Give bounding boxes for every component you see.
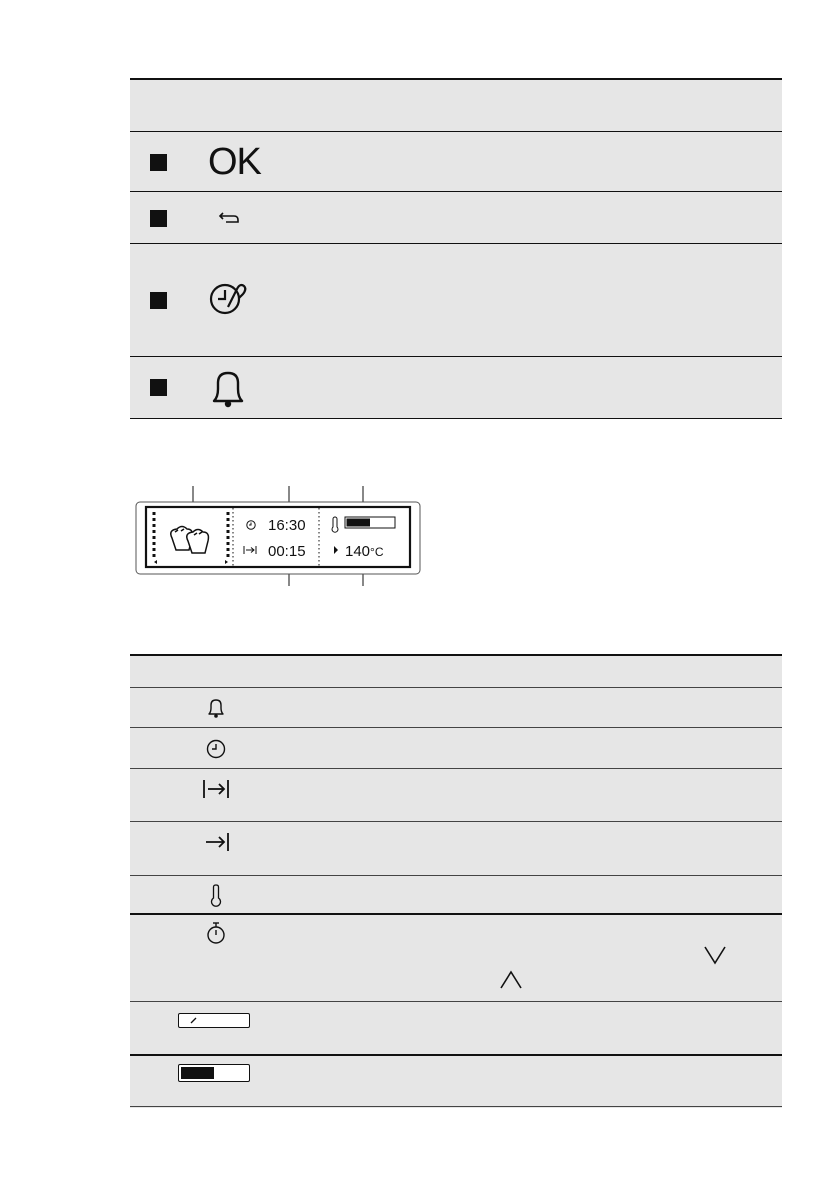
table-row [130,1001,782,1055]
oven-display [135,486,421,586]
empty-bar-icon [178,1013,250,1028]
table-row [130,875,782,914]
ok-button-label: OK [208,141,261,183]
clock-icon [204,737,228,761]
chevron-up-icon [498,967,524,993]
svg-text:140°C [345,543,384,560]
display-temperature-unit: °C [370,545,384,559]
back-arrow-icon [214,208,244,228]
clock-thermometer-icon [206,277,252,321]
heat-level-fill [347,519,371,527]
stopwatch-icon [204,920,228,946]
slash-mark [189,1015,199,1025]
bullet-square [150,154,167,171]
bullet-square [150,379,167,396]
chevron-down-icon [702,942,728,968]
bell-icon [206,367,250,411]
table-header-row [130,78,782,133]
table-bottom-border [130,418,782,419]
table-bottom-border [130,1106,782,1107]
bullet-square [150,210,167,227]
bar-fill [181,1067,214,1079]
display-time: 16:30 [268,517,306,534]
buttons-table [130,78,782,418]
table-row [130,913,782,1003]
table-row [130,356,782,419]
table-header-row [130,654,782,689]
table-row [130,768,782,822]
table-row [130,191,782,244]
display-duration: 00:15 [268,543,306,560]
end-icon [200,828,232,856]
bullet-square [150,292,167,309]
table-row [130,821,782,876]
bell-icon [204,696,228,720]
table-row [130,687,782,728]
table-row [130,727,782,769]
thermometer-icon [208,884,224,908]
table-row [130,243,782,357]
table-row [130,1054,782,1108]
duration-icon [200,775,232,803]
heatup-bar-icon [178,1064,250,1082]
table-row [130,131,782,192]
display-temperature: 140 [345,543,371,560]
